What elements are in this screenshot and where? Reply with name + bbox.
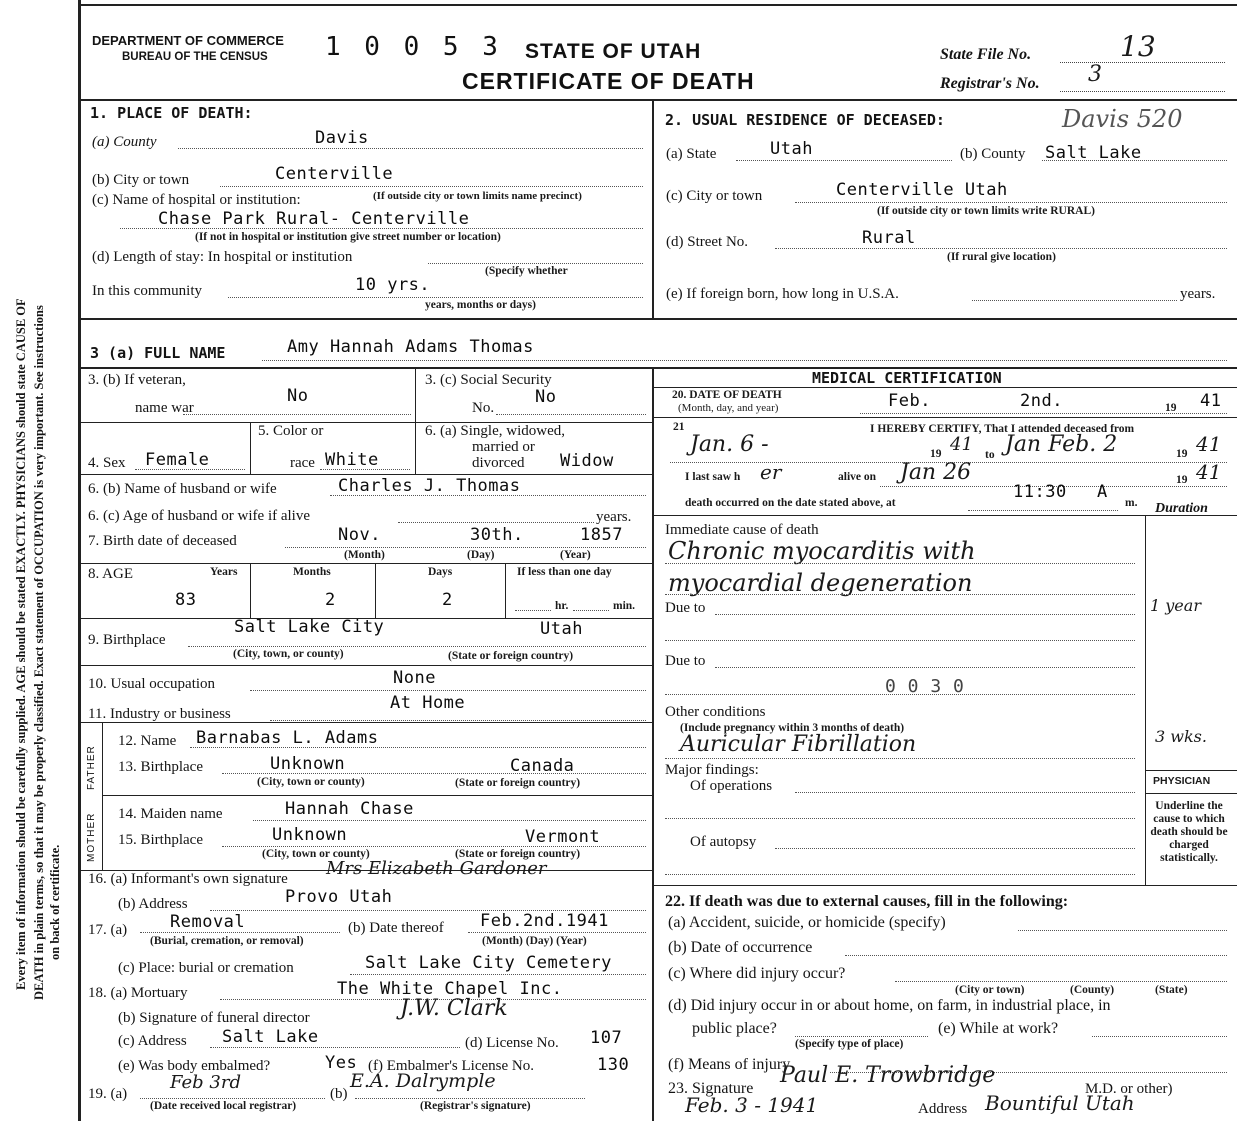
state-label: (a) State	[666, 146, 717, 162]
received-date: Feb 3rd	[170, 1072, 241, 1093]
death-year: 41	[1200, 391, 1222, 411]
hospital-label: (c) Name of hospital or institution:	[92, 192, 301, 208]
autopsy-label: Of autopsy	[690, 834, 757, 850]
ss-value: No	[535, 387, 557, 407]
external-c-sub-2: (County)	[1070, 984, 1115, 996]
marital-value: Widow	[560, 451, 614, 471]
father-country-value: Canada	[510, 756, 575, 776]
age-days: 2	[442, 590, 453, 610]
community-label: In this community	[92, 283, 202, 299]
county-value: Davis	[315, 128, 369, 148]
mother-birthplace-value: Unknown	[272, 825, 348, 845]
mother-birthplace-label: 15. Birthplace	[118, 832, 203, 848]
license-value: 107	[590, 1028, 623, 1048]
father-name-value: Barnabas L. Adams	[196, 728, 379, 748]
state-title: STATE OF UTAH	[525, 40, 702, 63]
registrar-label: Registrar's No.	[940, 75, 1040, 92]
attend-from: Jan. 6 -	[690, 432, 769, 457]
birth-year-sub: (Year)	[560, 549, 591, 561]
informant-address: Provo Utah	[285, 887, 393, 907]
mortuary-label: 18. (a) Mortuary	[88, 985, 188, 1001]
medical-heading: MEDICAL CERTIFICATION	[812, 369, 1002, 387]
external-c-sub-1: (City or town)	[955, 984, 1025, 996]
last-saw-date: Jan 26	[900, 460, 972, 485]
external-b: (b) Date of occurrence	[668, 939, 813, 956]
external-heading: 22. If death was due to external causes, fill in the following:	[665, 893, 1069, 910]
attend-to-yr-pre: 19	[1176, 448, 1188, 460]
birth-day: 30th.	[470, 525, 524, 545]
immediate-cause-1: Chronic myocarditis with	[668, 537, 976, 565]
years-header: Years	[210, 566, 238, 578]
veteran-label: 3. (b) If veteran,	[88, 372, 186, 388]
industry-label: 11. Industry or business	[88, 706, 231, 722]
hospital-value: Chase Park Rural- Centerville	[158, 209, 470, 229]
ss-no-label: No.	[472, 400, 495, 416]
embalmer-value: 130	[597, 1055, 630, 1075]
attend-from-yr: 41	[950, 434, 973, 455]
removal-label: 17. (a)	[88, 922, 128, 938]
due-to-2: Due to	[665, 653, 706, 669]
mother-state-value: Vermont	[525, 827, 601, 847]
sex-label: 4. Sex	[88, 455, 126, 471]
informant-address-label: (b) Address	[118, 896, 188, 912]
sex-value: Female	[145, 450, 210, 470]
residence-handwritten: Davis 520	[1062, 105, 1183, 133]
stay-label: (d) Length of stay: In hospital or institution	[92, 249, 353, 265]
last-saw-yr-pre: 19	[1176, 474, 1188, 486]
instruction-line-1: Every item of information should be carefully supplied. AGE should be stated EXACTLY. PHYSICIANS should state CAUSE OF	[14, 298, 28, 990]
last-saw-label: I last saw h	[685, 471, 741, 483]
occupation-value: None	[393, 668, 436, 688]
external-a: (a) Accident, suicide, or homicide (specify)	[668, 914, 946, 931]
death-time: 11:30	[1013, 482, 1067, 502]
community-value: 10 yrs.	[355, 275, 431, 295]
physician-sig-label: 23. Signature	[668, 1080, 754, 1097]
name-war-label: name war	[135, 400, 194, 416]
death-month: Feb.	[888, 391, 931, 411]
dept-label: DEPARTMENT OF COMMERCE	[92, 33, 284, 48]
residence-heading: 2. USUAL RESIDENCE OF DECEASED:	[665, 111, 945, 129]
last-saw-yr: 41	[1196, 460, 1222, 484]
m-label: m.	[1125, 497, 1138, 509]
certificate-title: CERTIFICATE OF DEATH	[462, 68, 755, 94]
min-label: min.	[613, 600, 636, 612]
birthplace-city: Salt Lake City	[234, 617, 385, 637]
father-vertical-label: FATHER	[86, 745, 97, 790]
birth-year: 1857	[580, 525, 623, 545]
father-birthplace-value: Unknown	[270, 754, 346, 774]
external-d-2: public place?	[692, 1020, 777, 1037]
other-conditions-duration: 3 wks.	[1155, 727, 1207, 746]
physician-address: Bountiful Utah	[985, 1091, 1135, 1115]
attend-to: Jan Feb. 2	[1005, 432, 1118, 457]
external-e: (e) While at work?	[938, 1020, 1059, 1037]
informant-signature: Mrs Elizabeth Gardoner	[326, 858, 547, 879]
husband-label: 6. (b) Name of husband or wife	[88, 481, 277, 497]
attend-to-yr: 41	[1196, 432, 1222, 456]
physician-md-label: M.D. or other)	[1085, 1081, 1173, 1097]
physician-address-label: Address	[918, 1101, 968, 1117]
res-city-value: Centerville Utah	[836, 180, 1008, 200]
to-label: to	[985, 449, 995, 461]
months-header: Months	[293, 566, 331, 578]
physician-note: Underline the cause to which death should be charged statistically.	[1150, 800, 1228, 864]
burial-place-label: (c) Place: burial or cremation	[118, 960, 294, 976]
county-label: (a) County	[92, 134, 157, 150]
street-label: (d) Street No.	[666, 234, 749, 250]
other-conditions-sub: (Include pregnancy within 3 months of death)	[680, 722, 905, 734]
place-of-death-heading: 1. PLACE OF DEATH:	[90, 104, 253, 122]
birth-month-sub: (Month)	[344, 549, 385, 561]
director-sig-label: (b) Signature of funeral director	[118, 1010, 310, 1026]
marital-label-3: divorced	[472, 455, 525, 471]
age-months: 2	[325, 590, 336, 610]
certify-text: I HEREBY CERTIFY, That I attended deceased from	[870, 423, 1135, 435]
physician-header: PHYSICIAN	[1153, 775, 1211, 787]
received-label: 19. (a)	[88, 1086, 128, 1102]
certify-number: 21	[673, 421, 685, 433]
specify-note: (Specify whether	[485, 265, 568, 277]
res-county-value: Salt Lake	[1045, 143, 1142, 163]
external-d-sub: (Specify type of place)	[795, 1038, 904, 1050]
informant-sig-label: 16. (a) Informant's own signature	[88, 871, 288, 887]
age-spouse-years: years.	[596, 509, 632, 525]
birth-label: 7. Birth date of deceased	[88, 533, 237, 549]
burial-place: Salt Lake City Cemetery	[365, 953, 612, 973]
death-year-prefix: 19	[1165, 402, 1177, 414]
due-to-1: Due to	[665, 600, 706, 616]
bureau-label: BUREAU OF THE CENSUS	[122, 51, 268, 63]
physician-signature: Paul E. Trowbridge	[780, 1063, 996, 1088]
registrar-sub: (Registrar's signature)	[420, 1100, 531, 1112]
birthplace-sub-2: (State or foreign country)	[448, 650, 574, 662]
age-label: 8. AGE	[88, 566, 133, 582]
last-saw-her: er	[760, 460, 782, 484]
veteran-value: No	[287, 386, 309, 406]
mother-name-label: 14. Maiden name	[118, 806, 223, 822]
registrar-b-label: (b)	[330, 1086, 348, 1102]
mother-name-value: Hannah Chase	[285, 799, 414, 819]
community-sub: years, months or days)	[425, 299, 536, 311]
birth-month: Nov.	[338, 525, 381, 545]
removal-sub: (Burial, cremation, or removal)	[150, 935, 304, 947]
birthplace-label: 9. Birthplace	[88, 632, 166, 648]
father-name-label: 12. Name	[118, 733, 177, 749]
street-note: (If rural give location)	[947, 251, 1056, 263]
external-d-1: (d) Did injury occur in or about home, on farm, in industrial place, in	[668, 997, 1111, 1014]
removal-date: Feb.2nd.1941	[480, 911, 609, 931]
instruction-line-2: DEATH in plain terms, so that it may be properly classified. Exact statement of OCCUPATION is very important. See instructions	[32, 305, 46, 1000]
removal-date-sub: (Month) (Day) (Year)	[482, 935, 587, 947]
removal-date-label: (b) Date thereof	[348, 920, 444, 936]
res-county-label: (b) County	[960, 146, 1026, 162]
foreign-years: years.	[1180, 286, 1216, 302]
other-conditions-value: Auricular Fibrillation	[680, 732, 917, 757]
mother-sub-2: (State or foreign country)	[455, 848, 581, 860]
received-sub: (Date received local registrar)	[150, 1100, 297, 1112]
less-than-day-header: If less than one day	[517, 566, 612, 578]
state-value: Utah	[770, 139, 813, 159]
days-header: Days	[428, 566, 453, 578]
color-label: 5. Color or	[258, 423, 324, 439]
immediate-duration: 1 year	[1150, 596, 1201, 615]
father-sub-1: (City, town or county)	[257, 776, 365, 788]
hospital-sub: (If not in hospital or institution give street number or location)	[195, 231, 501, 243]
full-name-value: Amy Hannah Adams Thomas	[287, 337, 534, 357]
registrar-number: 3	[1088, 62, 1102, 87]
marital-label-2: married or	[472, 439, 535, 455]
embalmed-label: (e) Was body embalmed?	[118, 1058, 271, 1074]
registrar-signature: E.A. Dalrymple	[350, 1070, 496, 1092]
death-ampm: A	[1097, 482, 1108, 502]
director-signature: J.W. Clark	[400, 996, 508, 1021]
mortuary-address: Salt Lake	[222, 1027, 319, 1047]
city-label: (b) City or town	[92, 172, 190, 188]
birthplace-sub-1: (City, town, or county)	[233, 648, 344, 660]
operations-label: Of operations	[690, 778, 773, 794]
attend-from-yr-pre: 19	[930, 448, 942, 460]
father-sub-2: (State or foreign country)	[455, 777, 581, 789]
alive-on-label: alive on	[838, 471, 877, 483]
industry-value: At Home	[390, 693, 466, 713]
mother-vertical-label: MOTHER	[86, 812, 97, 862]
duration-header: Duration	[1155, 501, 1208, 516]
res-city-note: (If outside city or town limits write RURAL)	[877, 205, 1095, 217]
husband-value: Charles J. Thomas	[338, 476, 521, 496]
due-to-2-note: 0 0 3 0	[885, 676, 965, 697]
embalmer-label: (f) Embalmer's License No.	[368, 1058, 534, 1074]
full-name-label: 3 (a) FULL NAME	[90, 344, 226, 362]
death-date-label: 20. DATE OF DEATH	[672, 389, 782, 401]
death-day: 2nd.	[1020, 391, 1063, 411]
city-value: Centerville	[275, 164, 394, 184]
age-years: 83	[175, 590, 197, 610]
removal-value: Removal	[170, 912, 246, 932]
occupation-label: 10. Usual occupation	[88, 676, 216, 692]
embalmed-value: Yes	[325, 1053, 358, 1073]
external-c-sub-3: (State)	[1155, 984, 1188, 996]
ss-label: 3. (c) Social Security	[425, 372, 552, 388]
birthplace-state: Utah	[540, 619, 583, 639]
res-city-label: (c) City or town	[666, 188, 763, 204]
other-conditions-label: Other conditions	[665, 704, 766, 720]
mortuary-address-label: (c) Address	[118, 1033, 187, 1049]
hospital-note: (If outside city or town limits name precinct)	[373, 190, 582, 202]
mortuary-value: The White Chapel Inc.	[337, 979, 563, 999]
instructions-sidebar	[0, 0, 78, 1121]
major-findings-label: Major findings:	[665, 762, 759, 778]
birth-day-sub: (Day)	[467, 549, 495, 561]
occurred-label: death occurred on the date stated above, at	[685, 497, 896, 509]
state-file-number: 13	[1120, 30, 1156, 63]
external-c: (c) Where did injury occur?	[668, 965, 846, 982]
physician-sign-date: Feb. 3 - 1941	[685, 1093, 819, 1117]
immediate-cause-2: myocardial degeneration	[668, 569, 973, 597]
foreign-label: (e) If foreign born, how long in U.S.A.	[666, 286, 899, 302]
mother-sub-1: (City, town or county)	[262, 848, 370, 860]
race-label: race	[290, 455, 315, 471]
marital-label-1: 6. (a) Single, widowed,	[425, 423, 565, 439]
street-value: Rural	[862, 228, 916, 248]
state-file-label: State File No.	[940, 46, 1032, 63]
death-date-sub: (Month, day, and year)	[678, 402, 779, 414]
external-f: (f) Means of injury	[668, 1056, 791, 1073]
serial-number: 1 0 0 5 3	[325, 32, 502, 62]
license-label: (d) License No.	[465, 1035, 559, 1051]
instruction-line-3: on back of certificate.	[48, 844, 62, 960]
race-value: White	[325, 450, 379, 470]
hr-label: hr.	[555, 600, 569, 612]
father-birthplace-label: 13. Birthplace	[118, 759, 203, 775]
immediate-label: Immediate cause of death	[665, 522, 819, 538]
age-spouse-label: 6. (c) Age of husband or wife if alive	[88, 508, 311, 524]
